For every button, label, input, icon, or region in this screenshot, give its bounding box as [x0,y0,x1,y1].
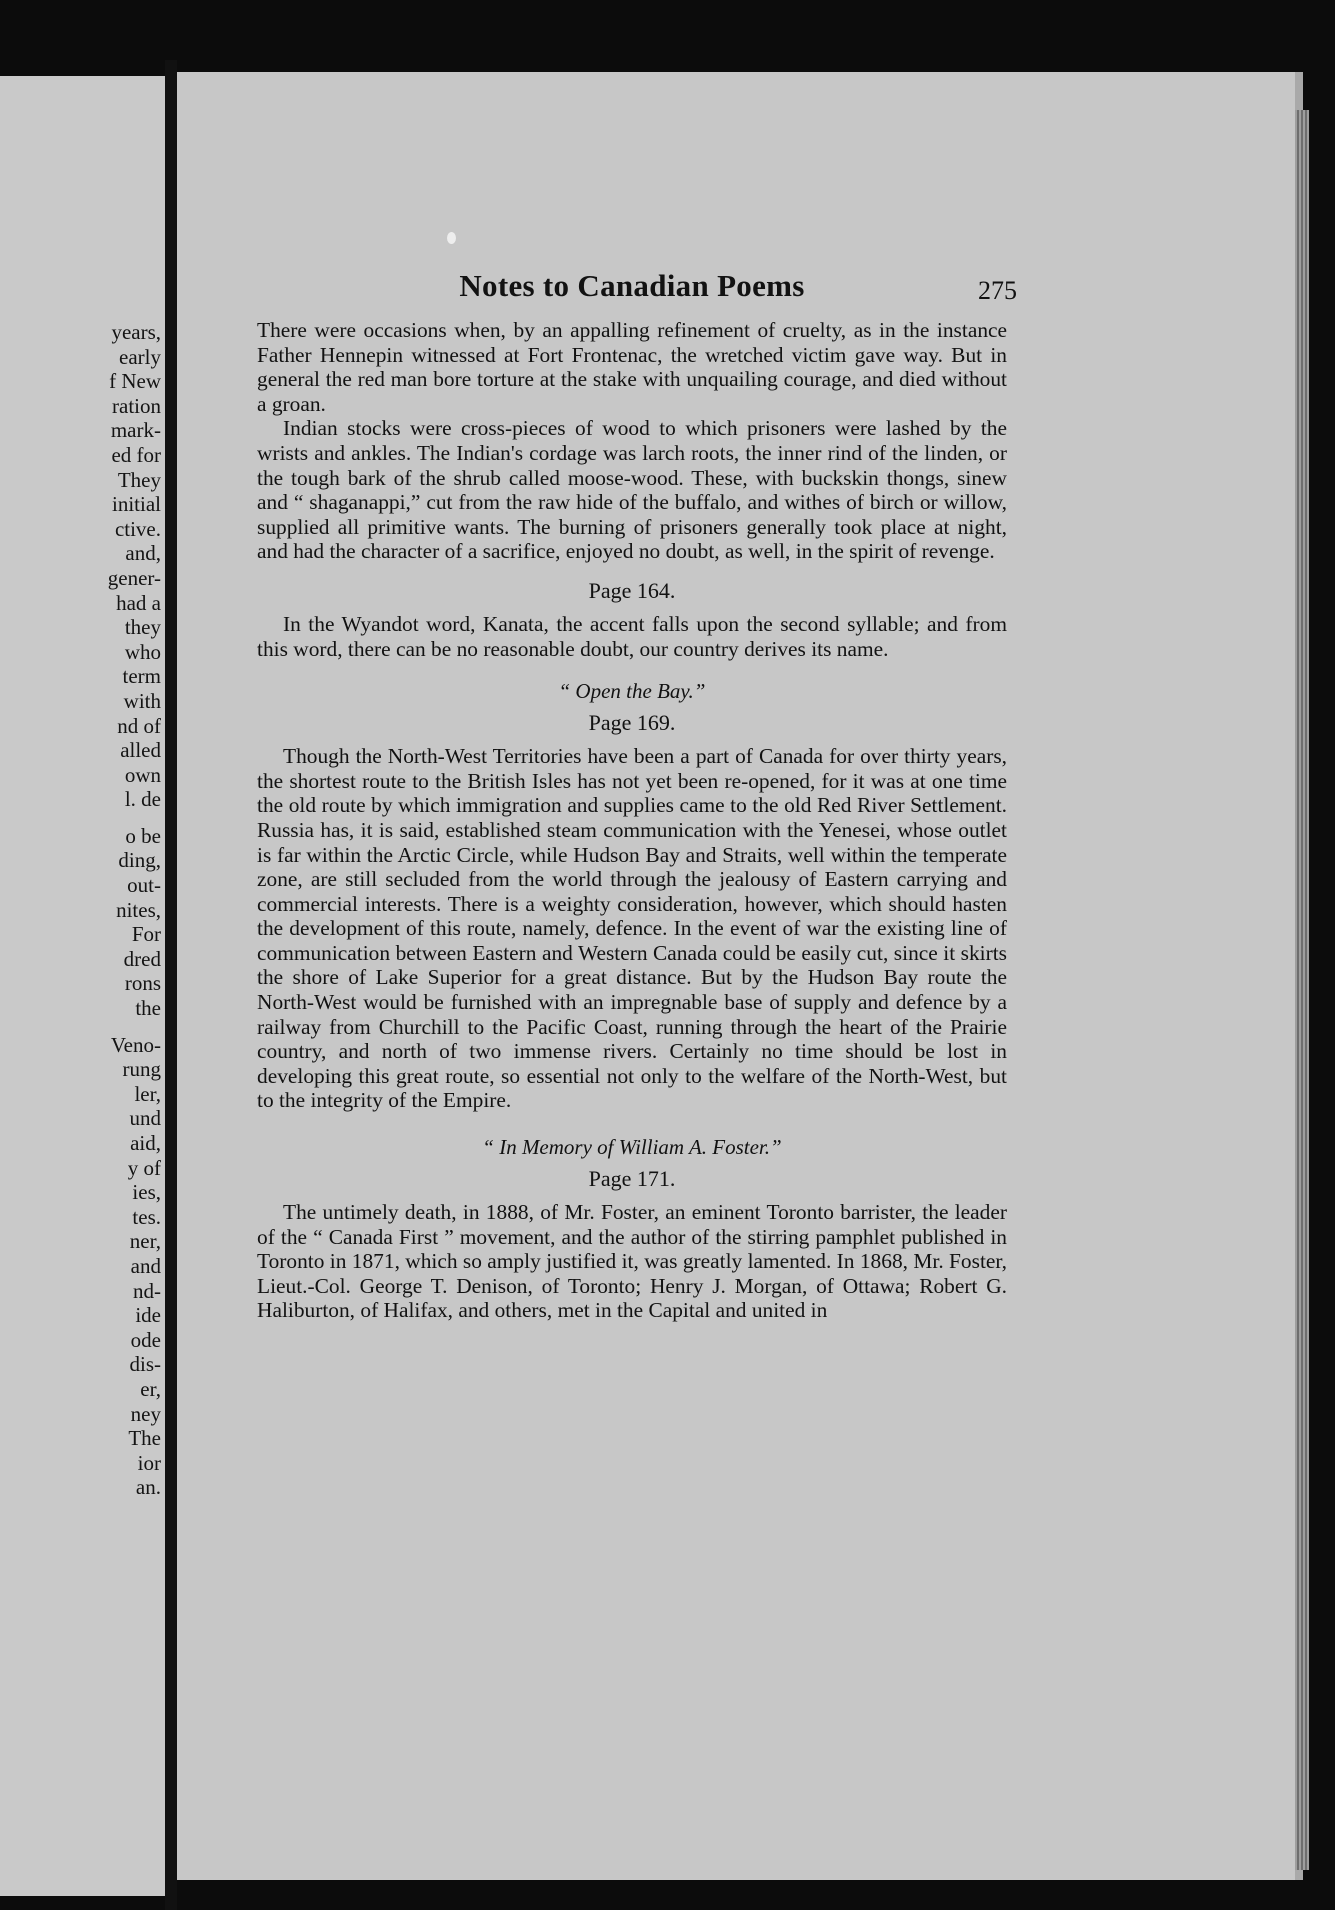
left-text-fragment: dred [123,946,161,971]
left-text-fragment: and, [125,541,161,566]
left-text-fragment: gener- [107,565,161,590]
heading-page-164: Page 164. [588,577,676,603]
left-text-fragment: er, [140,1376,161,1401]
left-text-fragment: mark- [110,418,161,443]
left-text-fragment: tes. [132,1204,161,1229]
paper-blemish [447,232,456,244]
left-text-fragment: nites, [116,897,161,922]
left-text-fragment: own [124,762,161,787]
poem-title-william-foster: “ In Memory of William A. Foster.” [482,1135,782,1160]
left-text-fragment: initial [112,492,161,517]
paragraph-foster: The untimely death, in 1888, of Mr. Foster, an eminent Toronto barrister, the leader of the “ Canada First ” movement, and the author of the stirring pamphlet published in Toronto in 1871, which so amply justified it, was greatly lamented. In 1868, Mr. Foster, Lieut.-Col. George T. Denison, of Toronto; Henry J. Morgan, of Ottawa; Robert G. Haliburton, of Halifax, and others, met in the Capital and united in [257,1200,1007,1323]
book-gutter [165,60,177,1910]
left-text-fragment: they [124,615,161,640]
left-text-fragment: l. de [124,787,161,812]
left-text-fragment: ding, [118,848,161,873]
left-text-fragment: und [129,1106,161,1131]
left-text-fragment: term [122,664,161,689]
left-text-fragment: ney [130,1401,161,1426]
left-text-fragment: Veno- [110,1032,161,1057]
paragraph-kanata: In the Wyandot word, Kanata, the accent falls upon the second syllable; and from this word, there can be no reasonable doubt, our country derives its name. [257,611,1007,661]
left-text-fragment: ode [130,1327,161,1352]
left-text-fragment: out- [127,873,161,898]
left-text-fragment: For [131,922,161,947]
left-text-fragment: ner, [129,1229,161,1254]
left-text-fragment: the [135,996,161,1021]
left-text-fragment: rung [122,1057,161,1082]
left-text-fragment: ctive. [114,516,161,541]
fragment-gap [108,812,161,824]
fragment-gap [108,1021,161,1033]
right-page [177,72,1303,1880]
left-page-text-fragments [108,320,161,1500]
left-text-fragment: ide [135,1303,161,1328]
left-text-fragment: nd- [133,1278,161,1303]
left-text-fragment: ies, [132,1180,161,1205]
heading-page-169: Page 169. [588,710,676,736]
left-text-fragment: y of [127,1155,161,1180]
left-text-fragment: had a [116,590,161,615]
left-text-fragment: rons [124,971,161,996]
page-stack-edge [1295,110,1309,1870]
left-text-fragment: nd of [117,713,161,738]
left-text-fragment: ior [137,1450,161,1475]
left-text-fragment: years, [111,320,161,344]
paragraph-hudson-bay-route: Though the North-West Territories have been a part of Canada for over thirty years, the shortest route to the British Isles has not yet been re-opened, for it was at one time the old route by which immigration and supplies came to the old Red River Settlement. Russia has, it is said, established steam communication with the Yenesei, whose outlet is far within the Arctic Circle, while Hudson Bay and Straits, well within the temperate zone, are still secluded from the world through the jealousy of Eastern carrying and commercial interests. There is a weighty consideration, however, which should hasten the development of this route, namely, defence. In the event of war the existing line of communication between Eastern and Western Canada could be easily cut, since it skirts the shore of Lake Superior for a great distance. But by the Hudson Bay route the North-West would be furnished with an impregnable base of supply and defence by a railway from Churchill to the Pacific Coast, running through the heart of the Prairie country, and north of two immense rivers. Certainly no time should be lost in developing this great route, so essential not only to the welfare of the North-West, but to the integrity of the Empire. [257,744,1007,1113]
page-header [257,262,1017,318]
left-text-fragment: ed for [111,442,161,467]
left-page [0,76,165,1896]
left-text-fragment: dis- [129,1352,161,1377]
left-text-fragment: who [124,639,161,664]
paragraph-indian-stocks: Indian stocks were cross-pieces of wood to which prisoners were lashed by the wrists and ankles. The Indian's cordage was larch roots, the inner rind of the linden, or the tough bark of the shrub called moose-wood. These, with buckskin thongs, sinew and “ shaganappi,” cut from the raw hide of the buffalo, and withes of birch or willow, supplied all primitive wants. The burning of prisoners generally took place at night, and had the character of a sacrifice, enjoyed no doubt, as well, in the spirit of revenge. [257,416,1007,564]
left-text-fragment: The [128,1426,161,1451]
page-number: 275 [978,276,1017,305]
left-text-fragment: They [117,467,161,492]
left-text-fragment: early [119,344,161,369]
left-text-fragment: f New [109,369,161,394]
running-title: Notes to Canadian Poems [459,268,805,303]
heading-page-171: Page 171. [588,1166,676,1192]
left-text-fragment: ration [112,393,161,418]
left-text-fragment: aid, [130,1131,161,1155]
left-text-fragment: alled [120,738,161,763]
left-text-fragment: and [130,1253,161,1278]
left-text-fragment: ler, [134,1081,161,1106]
poem-title-open-the-bay: “ Open the Bay.” [558,679,706,704]
paragraph-torture: There were occasions when, by an appalling refinement of cruelty, as in the instance Father Hennepin witnessed at Fort Frontenac, the wretched victim gave way. But in general the red man bore torture at the stake with unquailing courage, and died without a groan. [257,318,1007,416]
left-text-fragment: an. [135,1475,161,1500]
left-text-fragment: with [123,688,161,713]
page-content [257,262,1017,1323]
left-text-fragment: o be [125,823,161,848]
